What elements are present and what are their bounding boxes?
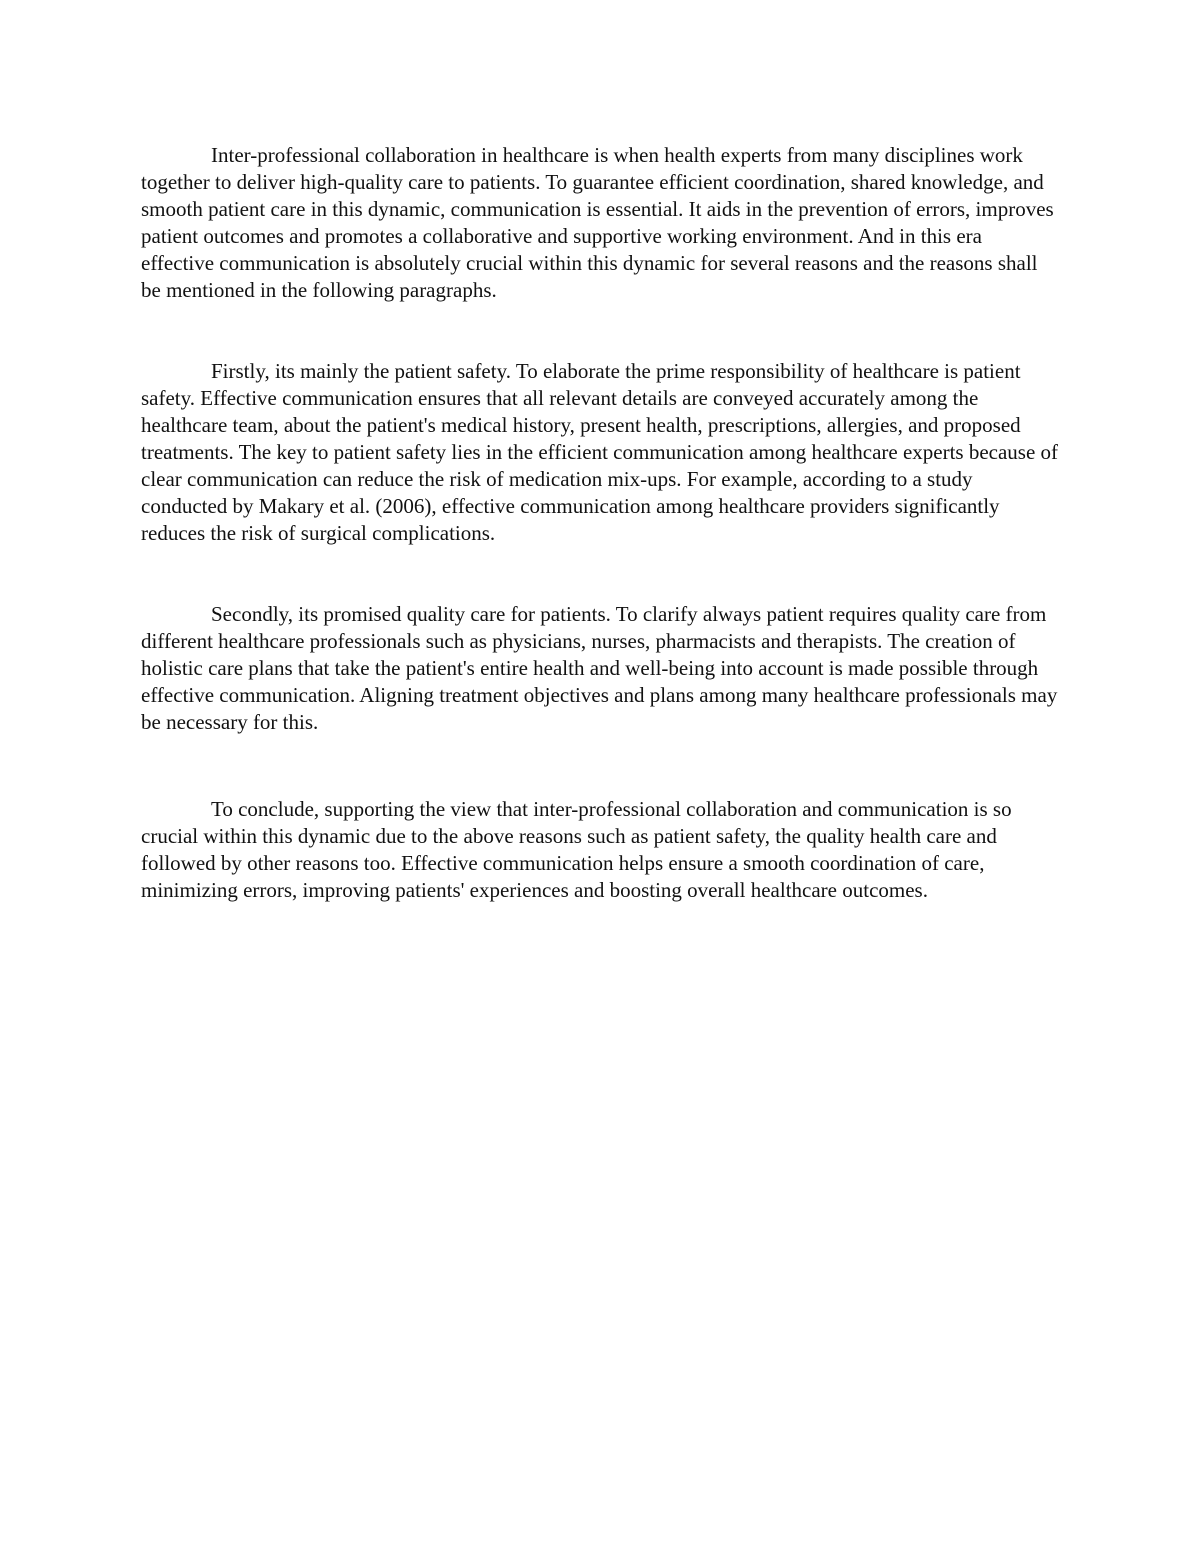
paragraph-quality-care: Secondly, its promised quality care for patients. To clarify always patient requires quality care from different healthcare professionals such as physicians, nurses, pharmacists and therapists. The creation of holistic care plans that take the patient's entire health and well-being into account is made possible through effective communication. Aligning treatment objectives and plans among many healthcare professionals may be necessary for this. (141, 602, 1058, 734)
document-body (141, 142, 1059, 904)
paragraph-patient-safety: Firstly, its mainly the patient safety. To elaborate the prime responsibility of healthcare is patient safety. Effective communication ensures that all relevant details are conveyed accurately among the healthcare team, about the patient's medical history, present health, prescriptions, allergies, and proposed treatments. The key to patient safety lies in the efficient communication among healthcare experts because of clear communication can reduce the risk of medication mix-ups. For example, according to a study conducted by Makary et al. (2006), effective communication among healthcare providers significantly reduces the risk of surgical complications. (141, 359, 1059, 545)
paragraph-introduction: Inter-professional collaboration in healthcare is when health experts from many disciplines work together to deliver high-quality care to patients. To guarantee efficient coordination, shared knowledge, and smooth patient care in this dynamic, communication is essential. It aids in the prevention of errors, improves patient outcomes and promotes a collaborative and supportive working environment. And in this era effective communication is absolutely crucial within this dynamic for several reasons and the reasons shall be mentioned in the following paragraphs. (141, 143, 1054, 302)
paragraph-spacer (141, 304, 1059, 358)
paragraph-spacer (141, 547, 1059, 601)
paragraph-spacer (141, 736, 1059, 796)
paragraph-conclusion: To conclude, supporting the view that inter-professional collaboration and communication is so crucial within this dynamic due to the above reasons such as patient safety, the quality health care and followed by other reasons too. Effective communication helps ensure a smooth coordination of care, minimizing errors, improving patients' experiences and boosting overall healthcare outcomes. (141, 797, 1012, 902)
